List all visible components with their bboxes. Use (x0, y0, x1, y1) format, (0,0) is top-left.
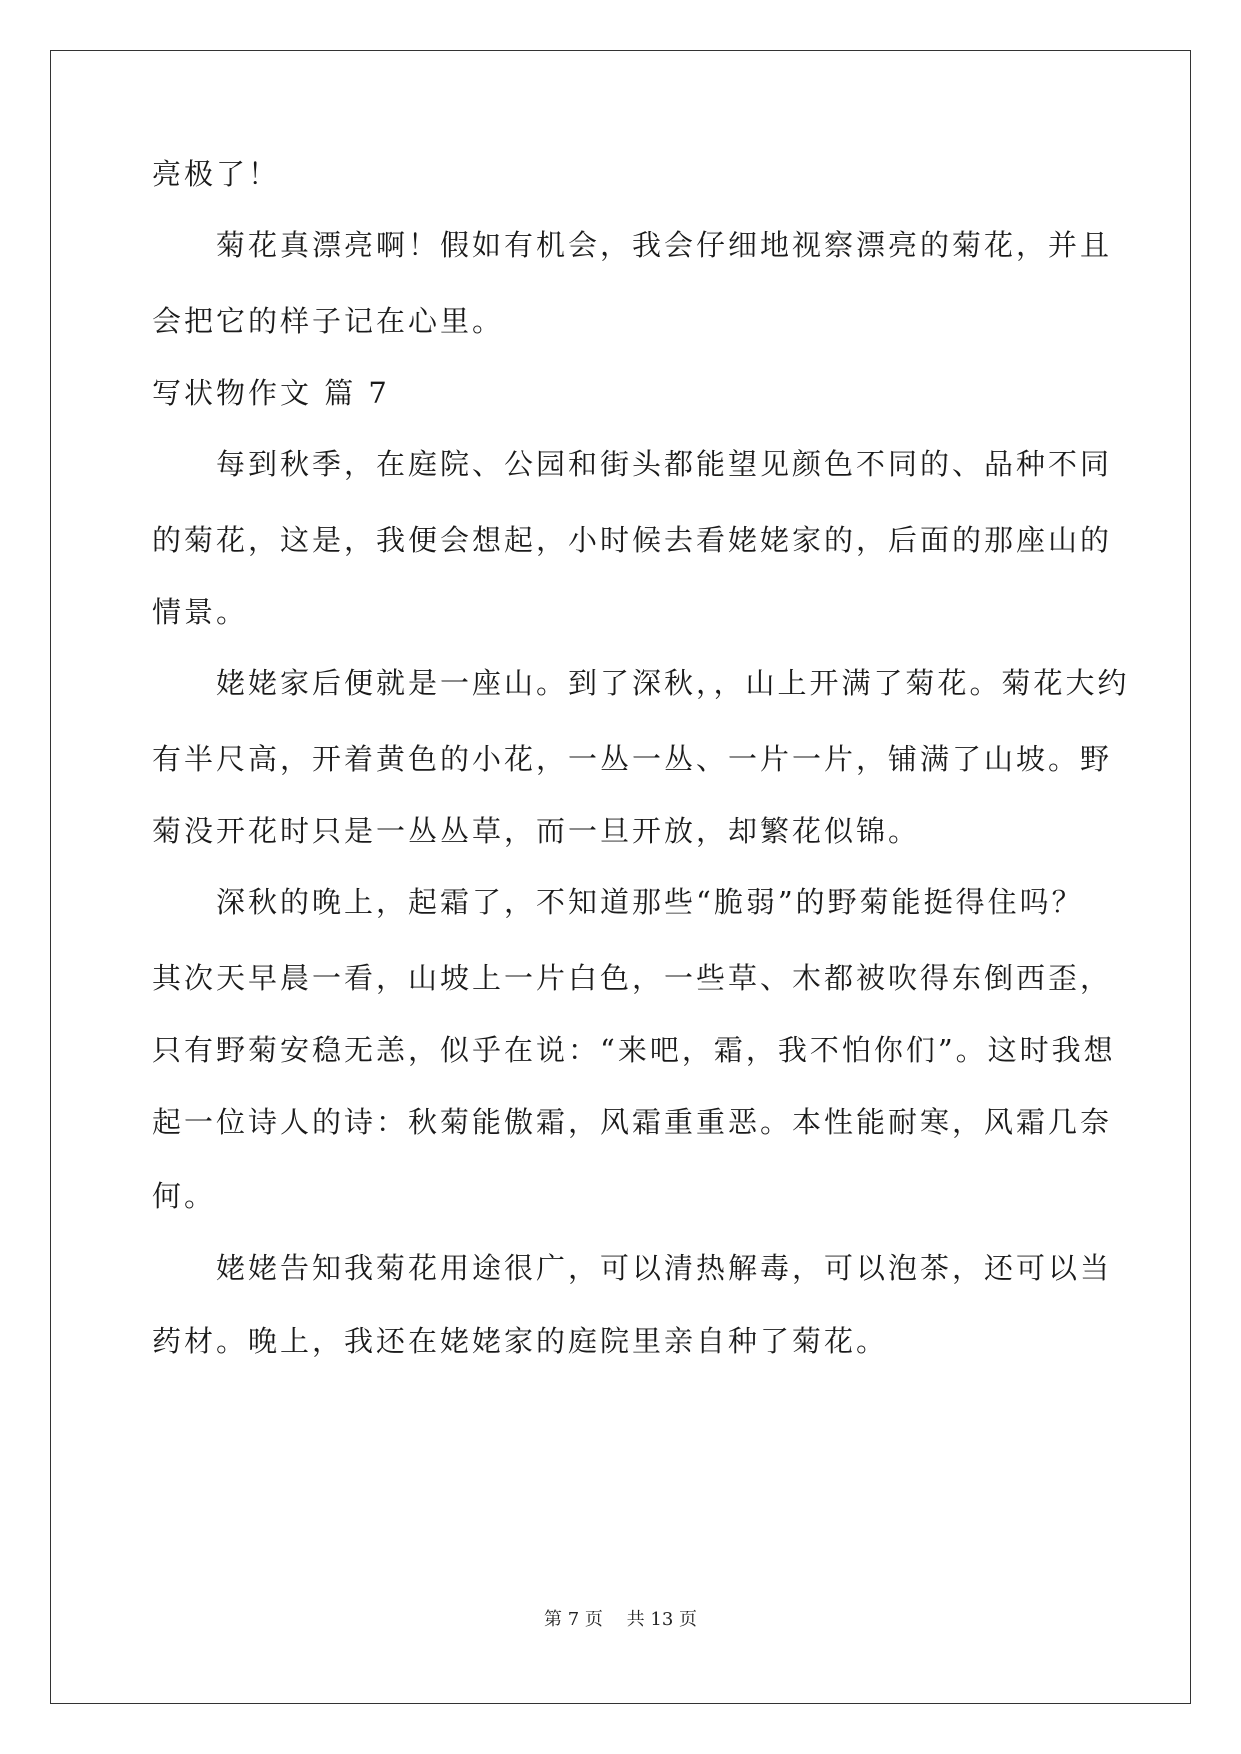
text-line: 药材。晚上，我还在姥姥家的庭院里亲自种了菊花。 (152, 1324, 889, 1358)
paragraph-first-line: 深秋的晚上，起霜了，不知道那些“脆弱”的野菊能挺得住吗？ (216, 885, 1084, 919)
page-footer (0, 1608, 1241, 1632)
page-number: 第 7 页 (544, 1609, 603, 1630)
paragraph-first-line: 姥姥告知我菊花用途很广，可以清热解毒，可以泡茶，还可以当 (216, 1251, 1113, 1285)
text-line: 菊没开花时只是一丛丛草，而一旦开放，却繁花似锦。 (152, 814, 921, 848)
page-frame (50, 50, 1191, 1704)
text-line: 的菊花，这是，我便会想起，小时候去看姥姥家的，后面的那座山的 (152, 523, 1113, 557)
page-total: 共 13 页 (626, 1609, 697, 1630)
text-line: 情景。 (152, 595, 249, 629)
paragraph-first-line: 姥姥家后便就是一座山。到了深秋，，山上开满了菊花。菊花大约 (216, 666, 1130, 700)
text-line: 有半尺高，开着黄色的小花，一丛一丛、一片一片，铺满了山坡。野 (152, 742, 1113, 776)
text-line: 起一位诗人的诗：秋菊能傲霜，风霜重重恶。本性能耐寒，风霜几奈 (152, 1105, 1113, 1139)
text-line: 何。 (152, 1179, 217, 1213)
text-line: 会把它的样子记在心里。 (152, 304, 505, 338)
text-line: 亮极了！ (152, 157, 281, 191)
paragraph-first-line: 每到秋季，在庭院、公园和街头都能望见颜色不同的、品种不同 (216, 447, 1113, 481)
text-line: 其次天早晨一看，山坡上一片白色，一些草、木都被吹得东倒西歪， (152, 961, 1113, 995)
paragraph-first-line: 菊花真漂亮啊！假如有机会，我会仔细地视察漂亮的菊花，并且 (216, 228, 1113, 262)
section-heading: 写状物作文 篇 7 (152, 376, 390, 410)
text-line: 只有野菊安稳无恙，似乎在说：“来吧，霜，我不怕你们”。这时我想 (152, 1033, 1116, 1067)
